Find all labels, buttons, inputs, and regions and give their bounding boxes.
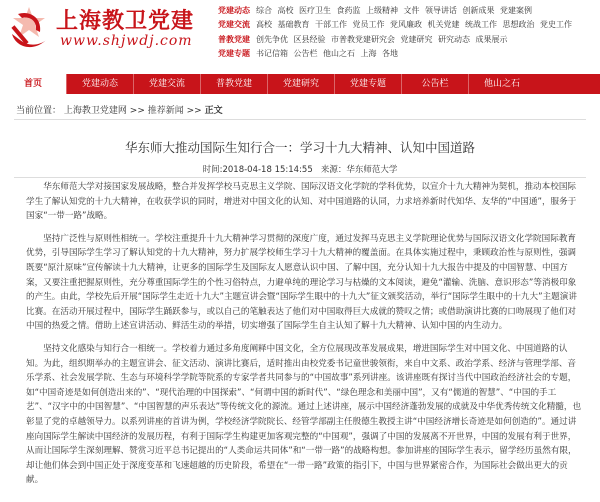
top-link[interactable]: 市普教党建研究会 <box>331 34 395 44</box>
top-link[interactable]: 基础教育 <box>277 20 310 30</box>
breadcrumb-link-home[interactable]: 上海教卫党建网 <box>63 106 127 116</box>
top-link[interactable]: 成果展示 <box>475 34 508 44</box>
top-link[interactable]: 上级精神 <box>366 5 398 15</box>
top-link-category[interactable]: 党建专题 <box>218 49 250 59</box>
top-link[interactable]: 党员工作 <box>352 20 385 30</box>
top-link[interactable]: 创先争优 <box>256 34 288 44</box>
nav-item[interactable]: 公告栏 <box>421 79 449 89</box>
divider <box>14 119 586 120</box>
nav-item[interactable]: 首页 <box>0 74 66 94</box>
breadcrumb <box>16 103 223 116</box>
top-link[interactable]: 创新成果 <box>462 5 495 15</box>
site-domain: www.shjwdj.com <box>60 33 193 49</box>
article-meta <box>0 163 600 175</box>
article-body <box>26 180 584 496</box>
top-link[interactable]: 高校 <box>277 5 294 15</box>
top-link-row <box>218 3 600 18</box>
breadcrumb-link-recommended[interactable]: 推荐新闻 <box>147 106 184 116</box>
party-emblem-icon[interactable] <box>4 4 54 54</box>
breadcrumb-prefix: 当前位置： <box>16 106 62 116</box>
top-link[interactable]: 党建案例 <box>500 5 532 15</box>
main-nav <box>0 74 600 94</box>
article-source: 来源：华东师范大学 <box>320 165 398 175</box>
top-link[interactable]: 干部工作 <box>315 20 347 30</box>
top-link[interactable]: 统战工作 <box>465 20 497 30</box>
article-paragraph: 华东师范大学对接国家发展战略，整合并发挥学校马克思主义学院、国际汉语文化学院的学科优势，以宣介十九大精神为契机，推动本校国际学生了解认知党的十九大精神，在收获学识的同时，增进对中国文化的认知、对中国道路的认同，力求培养新时代知华、友华的“中国通”，服务于国家“一带一路”战略。 <box>26 182 577 222</box>
top-link[interactable]: 机关党建 <box>427 20 460 30</box>
top-link-category[interactable]: 党建交流 <box>218 20 250 30</box>
top-link-category[interactable]: 普教党建 <box>218 34 250 44</box>
top-link[interactable]: 公告栏 <box>293 49 318 59</box>
article-time: 时间:2018-04-18 15:14:55 <box>202 165 313 175</box>
top-link[interactable]: 食药监 <box>336 5 361 15</box>
article-title: 华东师大推动国际生知行合一：学习十九大精神、认知中国道路 <box>124 140 475 155</box>
top-link[interactable]: 高校 <box>256 20 272 30</box>
top-link[interactable]: 上海 <box>360 49 377 59</box>
nav-item[interactable]: 党建动态 <box>81 79 118 89</box>
top-link-category[interactable]: 党建动态 <box>218 5 250 15</box>
top-link[interactable]: 文件 <box>403 5 420 15</box>
top-link-row <box>218 18 600 33</box>
site-header <box>0 0 600 62</box>
top-link[interactable]: 领导讲话 <box>425 5 457 15</box>
site-title[interactable]: 上海教卫党建 <box>56 8 195 34</box>
top-link[interactable]: 区县经验 <box>293 34 326 44</box>
top-link-menu <box>218 3 600 61</box>
divider <box>14 177 586 178</box>
top-link[interactable]: 思想政治 <box>502 20 535 30</box>
top-link[interactable]: 他山之石 <box>323 49 355 59</box>
top-link[interactable]: 各地 <box>382 49 398 59</box>
nav-item[interactable]: 普教党建 <box>215 79 252 89</box>
article-paragraph: 坚持广泛性与原则性相统一。学校注重提升十九大精神学习贯彻的深度广度，通过发挥马克思主义学院理论优势与国际汉语文化学院国际教育优势，引导国际学生学习了解认知党的十九大精神，努力扩展学校师生学习十九大精神的覆盖面。在具体实施过程中，秉顾政治性与原则性，强调既要“原汁原味”宣传解读十九大精神，让更多的国际学生及国际友人愿意认识中国、了解中国，充分认知十九大报告中提及的中国智慧、中国方案，又要注重把握原则性，充分尊重国际学生的个性习俗特点，力避单纯的理论学习与枯燥的文本阅读，避免“灌输、洗脑、意识形态”等消极印象的产生。由此，学校先后开展“国际学生走近十九大”主题宣讲会暨“国际学生眼中的十九大”征文颁奖活动，举行“国际学生眼中的十九大”主题演讲比赛。在活动开展过程中，国际学生踊跃参与，或以自己的笔触表达了他们对中国取得巨大成就的赞叹之情；或借助演讲比赛的口吻展现了他们对中国的热爱之情。借助上述宣讲活动、鲜活生动的举措，切实增强了国际学生自主认知了解十九大精神、认知中国的内生动力。 <box>26 233 577 332</box>
breadcrumb-current: 正文 <box>204 106 223 116</box>
breadcrumb-separator: >> <box>186 106 202 116</box>
article-paragraph: 坚持文化感染与知行合一相统一。学校着力通过多角度阐释中国文化，全方位展现改革发展成果，增进国际学生对中国文化、中国道路的认知。为此，组织期举办的主题宣讲会、征文活动、演讲比赛后，适时推出由校党委书记童世骏领衔，来自中文系、政治学系、经济与管理学部、音乐学系、社会发展学院、生态与环境科学学院等院系的专家学者共同参与的“中国故事”系列讲座。该讲座既有探讨当代中国政治经济社会的专题，如“中国奇迹是如何创造出来的”、“现代治理的中国探索”、“何谓中国的新时代”、“绿色理念和美丽中国”，又有“儒道的智慧”、“中国的手工艺”、“汉字中的中国智慧”、“中国智慧的声乐表达”等传统文化的源流。通过上述讲座，展示中国经济蓬勃发展的成就及中华优秀传统文化精髓，也彰显了党的卓越领导力。以系列讲座的首讲为例，学校经济学院院长、经管学部副主任殷德生教授主讲“中国经济增长奇迹是如何创造的”。通过讲座向国际学生解读中国经济的发展历程，有利于国际学生构建更加客观完整的“中国观”，强调了中国的发展离不开世界，中国的发展有利于世界，从而让国际学生深刻理解、赞赏习近平总书记提出的“人类命运共同体”和“一带一路”的战略构想。参加讲座的国际学生表示，留学经历虽然有限，却让他们体会到中国正处于深度变革和飞速超越的历史阶段，希望在“一带一路”政策的指引下，中国与世界紧密合作，为国际社会做出更大的贡献。 <box>26 343 582 486</box>
top-link[interactable]: 党风廉政 <box>390 20 422 30</box>
top-link[interactable]: 医疗卫生 <box>299 5 331 15</box>
top-link[interactable]: 书记信箱 <box>256 49 288 59</box>
top-link[interactable]: 党建研究 <box>400 34 433 44</box>
nav-item[interactable]: 党建交流 <box>148 79 185 89</box>
top-link[interactable]: 研究动态 <box>438 34 470 44</box>
nav-item[interactable]: 党建专题 <box>349 79 386 89</box>
top-link-row <box>218 32 600 47</box>
top-link[interactable]: 党史工作 <box>540 20 572 30</box>
top-link-row <box>218 47 600 62</box>
nav-item[interactable]: 他山之石 <box>483 79 520 89</box>
nav-item[interactable]: 党建研究 <box>282 79 319 89</box>
top-link[interactable]: 综合 <box>256 5 272 15</box>
breadcrumb-separator: >> <box>129 106 145 116</box>
